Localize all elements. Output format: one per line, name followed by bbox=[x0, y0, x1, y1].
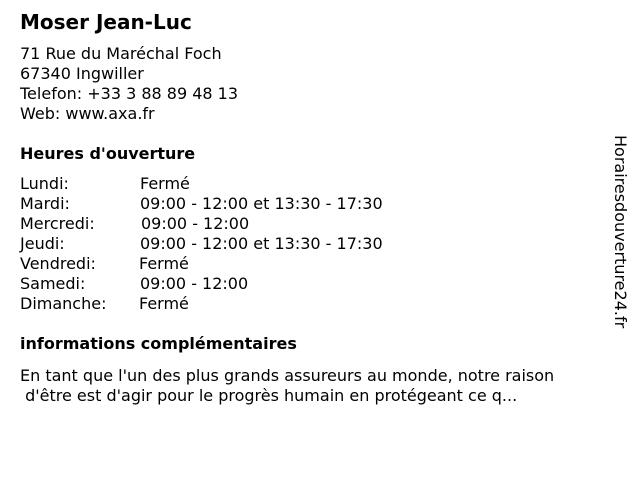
hours-row-thursday bbox=[20, 234, 383, 254]
phone-number[interactable]: Telefon: +33 3 88 89 48 13 bbox=[20, 84, 239, 103]
day-hours: 09:00 - 12:00 bbox=[141, 214, 250, 233]
address-city: 67340 Ingwiller bbox=[20, 64, 144, 83]
additional-info-heading: informations complémentaires bbox=[20, 334, 297, 353]
business-name: Moser Jean-Luc bbox=[20, 10, 192, 34]
description-line: d'être est d'agir pour le progrès humain en protégeant ce q... bbox=[20, 386, 518, 405]
day-label: Mardi: bbox=[20, 194, 70, 213]
opening-hours-table bbox=[20, 174, 383, 314]
hours-row-sunday bbox=[20, 294, 383, 314]
day-label: Samedi: bbox=[20, 274, 86, 293]
website-link[interactable]: Web: www.axa.fr bbox=[20, 104, 155, 123]
day-hours: 09:00 - 12:00 bbox=[140, 274, 249, 293]
opening-hours-heading: Heures d'ouverture bbox=[20, 144, 196, 163]
hours-row-wednesday bbox=[20, 214, 383, 234]
day-hours: 09:00 - 12:00 et 13:30 - 17:30 bbox=[140, 194, 383, 213]
day-hours: 09:00 - 12:00 et 13:30 - 17:30 bbox=[140, 234, 383, 253]
description-line: En tant que l'un des plus grands assureurs au monde, notre raison bbox=[20, 366, 555, 385]
contact-block bbox=[20, 44, 238, 124]
address-street: 71 Rue du Maréchal Foch bbox=[20, 44, 222, 63]
hours-row-monday bbox=[20, 174, 383, 194]
day-label: Dimanche: bbox=[20, 294, 107, 313]
day-label: Lundi: bbox=[20, 174, 69, 193]
day-hours: Fermé bbox=[139, 254, 189, 273]
day-hours: Fermé bbox=[140, 174, 190, 193]
additional-info-text bbox=[20, 366, 620, 406]
hours-row-tuesday bbox=[20, 194, 383, 214]
day-label: Vendredi: bbox=[20, 254, 96, 273]
day-hours: Fermé bbox=[139, 294, 189, 313]
day-label: Jeudi: bbox=[20, 234, 65, 253]
hours-row-saturday bbox=[20, 274, 383, 294]
site-watermark: Horairesdouverture24.fr bbox=[611, 135, 630, 329]
hours-row-friday bbox=[20, 254, 383, 274]
day-label: Mercredi: bbox=[20, 214, 95, 233]
